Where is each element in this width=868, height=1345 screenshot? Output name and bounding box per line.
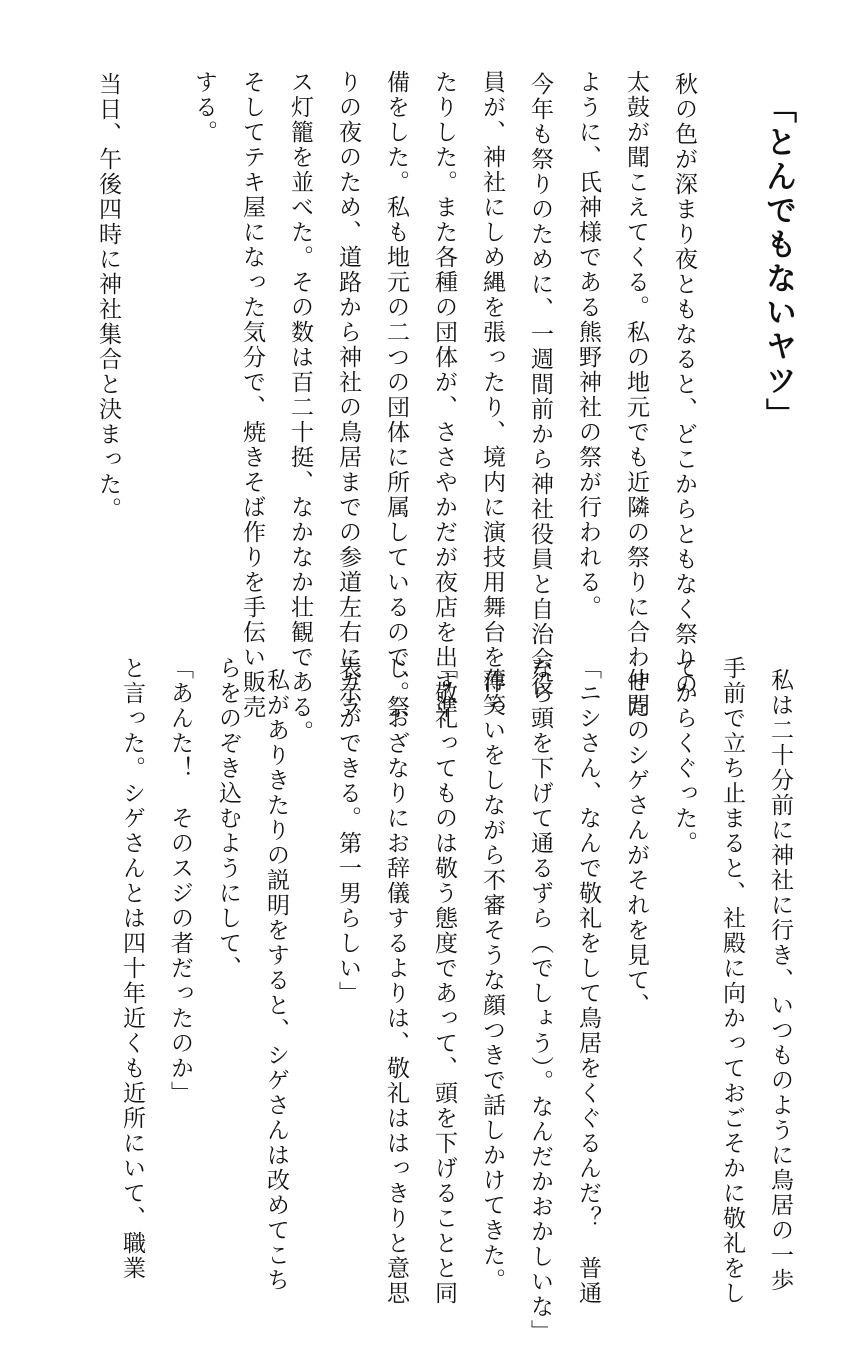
text-column-lower-3: てからくぐった。 [671,656,697,856]
text-column-lower-5: 「ニシさん、なんで敬礼をして鳥居をくぐるんだ？ 普通 [575,656,601,1306]
text-column-upper-8: りの夜のため、道路から神社の鳥居までの参道左右にガラ [335,70,361,720]
text-column-upper-7: 備をした。私も地元の二つの団体に所属しているので、祭 [383,70,409,720]
text-column-upper-6: たりした。また各種の団体が、ささやかだが夜店を出す準 [431,70,457,720]
text-column-lower-1: 私は二十分前に神社に行き、いつものように鳥居の一歩 [767,668,793,1293]
text-column-lower-2: 手前で立ち止まると、社殿に向かっておごそかに敬礼をし [719,656,745,1306]
text-column-lower-4: 仲間のシゲさんがそれを見て、 [623,668,649,1018]
page-title: 「とんでもないヤツ」 [760,92,796,432]
text-column-upper-3: ように、氏神様である熊野神社の祭が行われる。 [575,70,601,620]
text-column-lower-12: らをのぞき込むようにして、 [215,656,241,981]
text-column-lower-9: じ。おざなりにお辞儀するよりは、敬礼ははっきりと意思 [383,656,409,1306]
text-column-lower-7: 薄笑いをしながら不審そうな顔つきで話しかけてきた。 [479,668,505,1293]
text-column-upper-12: 当日、午後四時に神社集合と決まった。 [95,72,121,522]
text-column-upper-2: 太鼓が聞こえてくる。私の地元でも近隣の祭りに合わせた [623,70,649,720]
text-column-upper-9: ス灯籠を並べた。その数は百二十挺、なかなか壮観である。 [287,70,313,745]
text-column-lower-8: 「敬礼ってものは敬う態度であって、頭を下げることと同 [431,656,457,1306]
text-column-lower-11: 私がありきたりの説明をすると、シゲさんは改めてこち [263,668,289,1293]
text-column-upper-1: 秋の色が深まり夜ともなると、どこからともなく祭りの [671,72,697,697]
text-column-upper-4: 今年も祭りのために、一週間前から神社役員と自治会役 [527,72,553,697]
text-column-lower-13: 「あんた！ そのスジの者だったのか」 [167,656,193,1106]
text-column-upper-11: する。 [191,70,217,145]
text-column-upper-5: 員が、神社にしめ縄を張ったり、境内に演技用舞台を作っ [479,70,505,720]
text-column-lower-6: なら頭を下げて通るずら（でしょう）。なんだかおかしいな」 [527,656,553,1345]
text-column-lower-14: と言った。シゲさんとは四十年近くも近所にいて、職業 [119,656,145,1281]
text-column-lower-10: 表示ができる。第一男らしい」 [335,656,361,1006]
text-column-upper-10: そしてテキ屋になった気分で、焼きそば作りを手伝い販売 [239,70,265,720]
